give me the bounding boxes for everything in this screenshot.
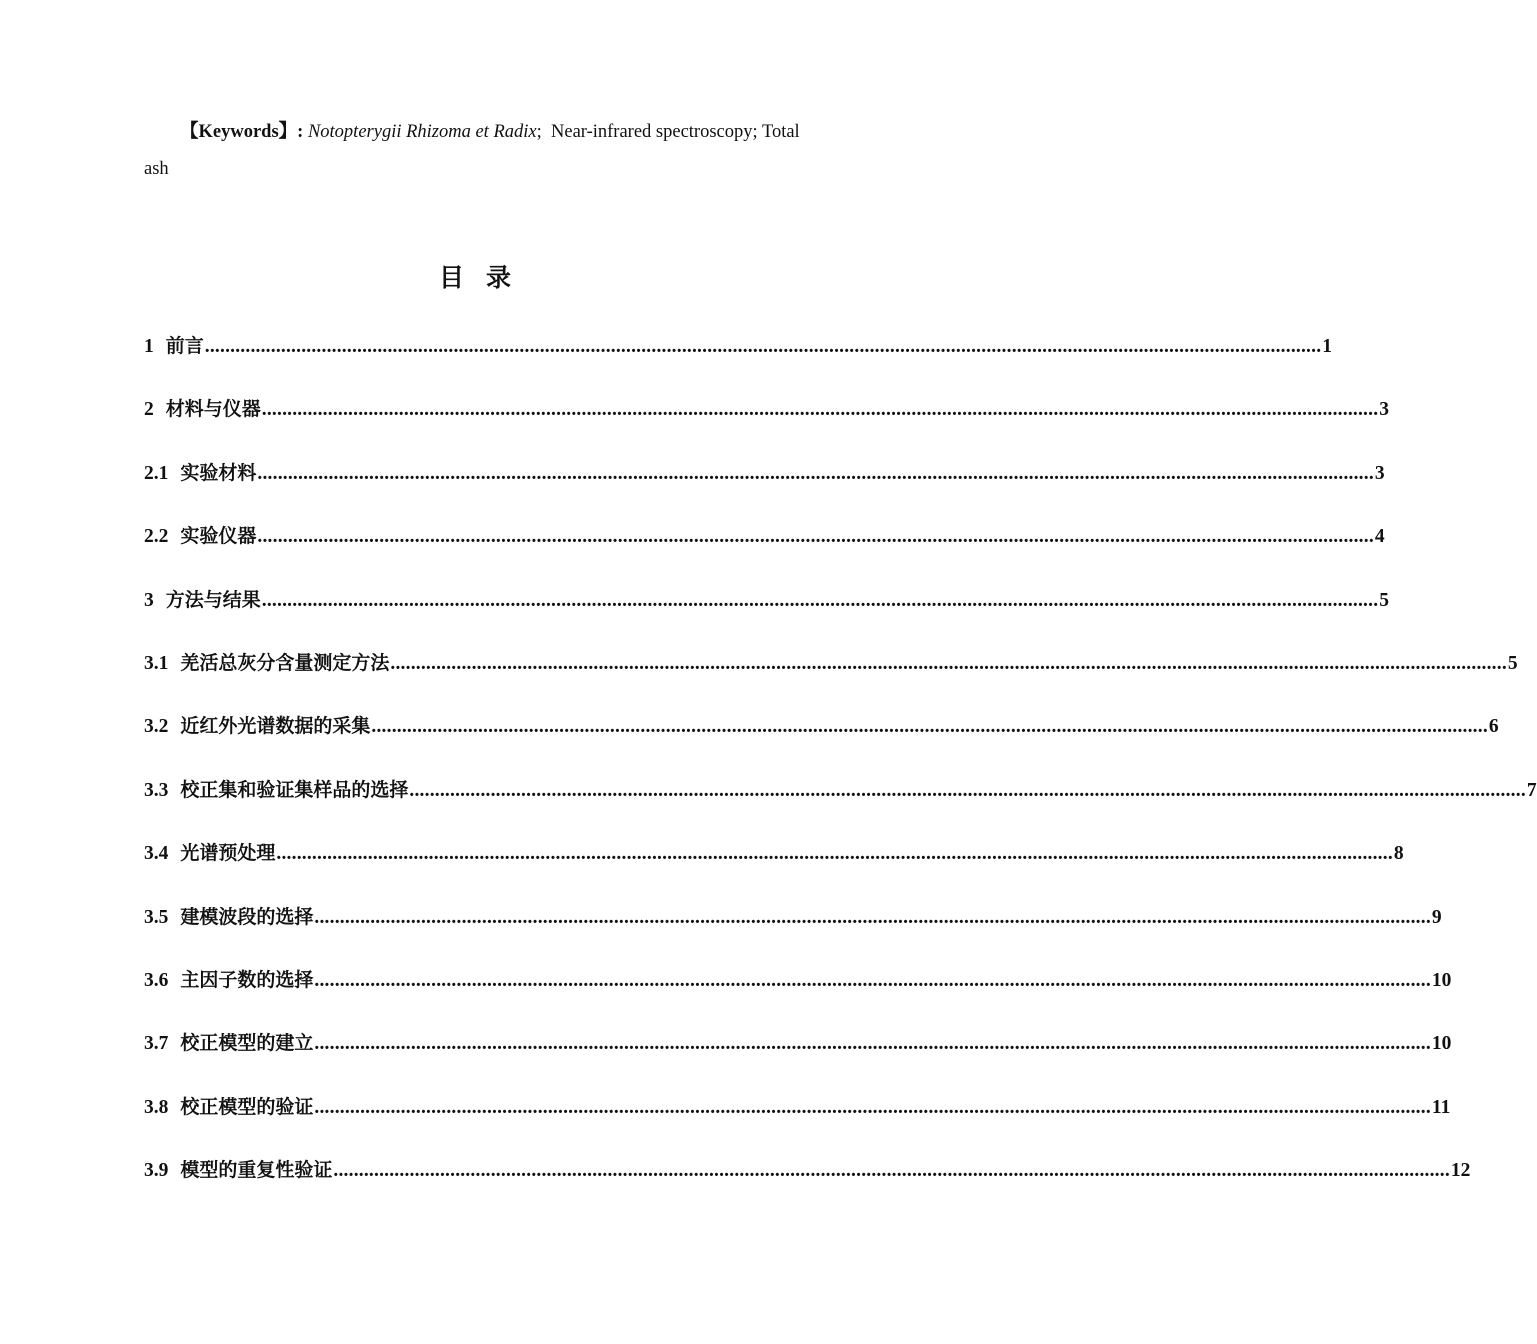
toc-entry-number: 3.1 bbox=[144, 652, 169, 674]
toc-entry-number: 3.6 bbox=[144, 969, 169, 991]
toc-entry-number: 3.3 bbox=[144, 779, 169, 801]
toc-entry-title: 光谱预处理 bbox=[180, 842, 276, 865]
toc-entry[interactable] bbox=[144, 521, 1385, 584]
toc-entry-number: 3 bbox=[144, 589, 154, 611]
toc-entry-page: 1 bbox=[1322, 336, 1333, 357]
toc-entry-page: 6 bbox=[1488, 716, 1499, 738]
toc-dot-leader: ............................................................................................................................................................................................................................ bbox=[257, 526, 1374, 548]
toc-entry-page: 10 bbox=[1431, 1033, 1452, 1055]
toc-entry-number: 2.2 bbox=[144, 526, 169, 548]
toc-dot-leader: ............................................................................................................................................................................................................................ bbox=[314, 1096, 1431, 1118]
toc-dot-leader: ............................................................................................................................................................................................................................ bbox=[261, 399, 1379, 421]
toc-entry-page: 11 bbox=[1431, 1096, 1451, 1118]
toc-entry[interactable] bbox=[144, 1028, 1452, 1091]
toc-entry-number: 3.9 bbox=[144, 1160, 169, 1182]
keyword-nir: Near-infrared spectroscopy; bbox=[551, 122, 758, 142]
toc-entry[interactable] bbox=[144, 648, 1518, 711]
toc-entry-number: 3.2 bbox=[144, 716, 169, 738]
toc-entry[interactable] bbox=[144, 458, 1385, 521]
toc-entry-title: 建模波段的选择 bbox=[180, 905, 314, 928]
toc-entry-title: 实验材料 bbox=[180, 461, 257, 484]
toc-dot-leader: ............................................................................................................................................................................................................................ bbox=[276, 843, 1393, 865]
toc-entry[interactable] bbox=[144, 711, 1499, 774]
toc-entry-page: 9 bbox=[1431, 906, 1442, 928]
toc-entry-page: 8 bbox=[1393, 843, 1404, 865]
toc-entry-title: 主因子数的选择 bbox=[180, 968, 314, 991]
toc-entry-title: 校正模型的验证 bbox=[180, 1095, 314, 1118]
keyword-separator: ; bbox=[536, 122, 542, 142]
toc-entry[interactable] bbox=[144, 902, 1442, 965]
toc-entry-number: 3.7 bbox=[144, 1033, 169, 1055]
toc-entry-title: 实验仪器 bbox=[180, 525, 257, 548]
toc-dot-leader: ............................................................................................................................................................................................................................ bbox=[261, 589, 1379, 611]
toc-entry-number: 2 bbox=[144, 399, 154, 421]
toc-dot-leader: ............................................................................................................................................................................................................................ bbox=[314, 906, 1431, 928]
toc-entry-number: 3.5 bbox=[144, 906, 169, 928]
toc-entry-page: 5 bbox=[1379, 589, 1390, 611]
table-of-contents bbox=[144, 331, 1537, 1218]
toc-entry-title: 羌活总灰分含量测定方法 bbox=[180, 651, 390, 674]
toc-dot-leader: ............................................................................................................................................................................................................................ bbox=[257, 462, 1374, 484]
toc-entry-title: 材料与仪器 bbox=[165, 398, 261, 421]
toc-entry-page: 12 bbox=[1450, 1160, 1471, 1182]
toc-entry-title: 校正模型的建立 bbox=[180, 1032, 314, 1055]
toc-title: 目录 bbox=[438, 263, 533, 292]
toc-entry-number: 2.1 bbox=[144, 462, 169, 484]
toc-entry[interactable] bbox=[144, 965, 1452, 1028]
keywords-paragraph bbox=[144, 114, 808, 188]
toc-entry-title: 近红外光谱数据的采集 bbox=[180, 715, 371, 738]
toc-entry-title: 方法与结果 bbox=[165, 588, 261, 611]
toc-entry-page: 10 bbox=[1431, 969, 1452, 991]
toc-dot-leader: ............................................................................................................................................................................................................................ bbox=[204, 336, 1322, 357]
toc-entry[interactable] bbox=[144, 1092, 1451, 1155]
toc-entry[interactable] bbox=[144, 775, 1537, 838]
toc-entry[interactable] bbox=[144, 838, 1404, 901]
toc-entry-page: 5 bbox=[1507, 652, 1518, 674]
toc-entry-title: 前言 bbox=[165, 335, 204, 357]
keyword-latin-name: Notopterygii Rhizoma et Radix bbox=[307, 122, 537, 142]
toc-dot-leader: ............................................................................................................................................................................................................................ bbox=[409, 779, 1526, 801]
toc-entry[interactable] bbox=[144, 394, 1390, 457]
toc-dot-leader: ............................................................................................................................................................................................................................ bbox=[371, 716, 1488, 738]
toc-entry-number: 3.4 bbox=[144, 843, 169, 865]
toc-entry[interactable] bbox=[144, 1155, 1471, 1218]
toc-entry-number: 1 bbox=[144, 336, 154, 357]
keyword-total-ash: Total ash bbox=[144, 122, 800, 179]
toc-entry-page: 4 bbox=[1374, 526, 1385, 548]
toc-entry-title: 模型的重复性验证 bbox=[180, 1159, 333, 1182]
toc-entry-title: 校正集和验证集样品的选择 bbox=[180, 778, 409, 801]
toc-dot-leader: ............................................................................................................................................................................................................................ bbox=[333, 1160, 1450, 1182]
toc-entry-page: 3 bbox=[1374, 462, 1385, 484]
keywords-label: 【Keywords】: bbox=[180, 122, 304, 142]
toc-entry-page: 3 bbox=[1379, 399, 1390, 421]
toc-dot-leader: ............................................................................................................................................................................................................................ bbox=[390, 652, 1507, 674]
toc-dot-leader: ............................................................................................................................................................................................................................ bbox=[314, 969, 1431, 991]
toc-dot-leader: ............................................................................................................................................................................................................................ bbox=[314, 1033, 1431, 1055]
toc-entry-number: 3.8 bbox=[144, 1096, 169, 1118]
toc-entry-page: 7 bbox=[1526, 779, 1537, 801]
toc-entry[interactable] bbox=[144, 585, 1390, 648]
toc-entry[interactable] bbox=[144, 331, 1333, 394]
